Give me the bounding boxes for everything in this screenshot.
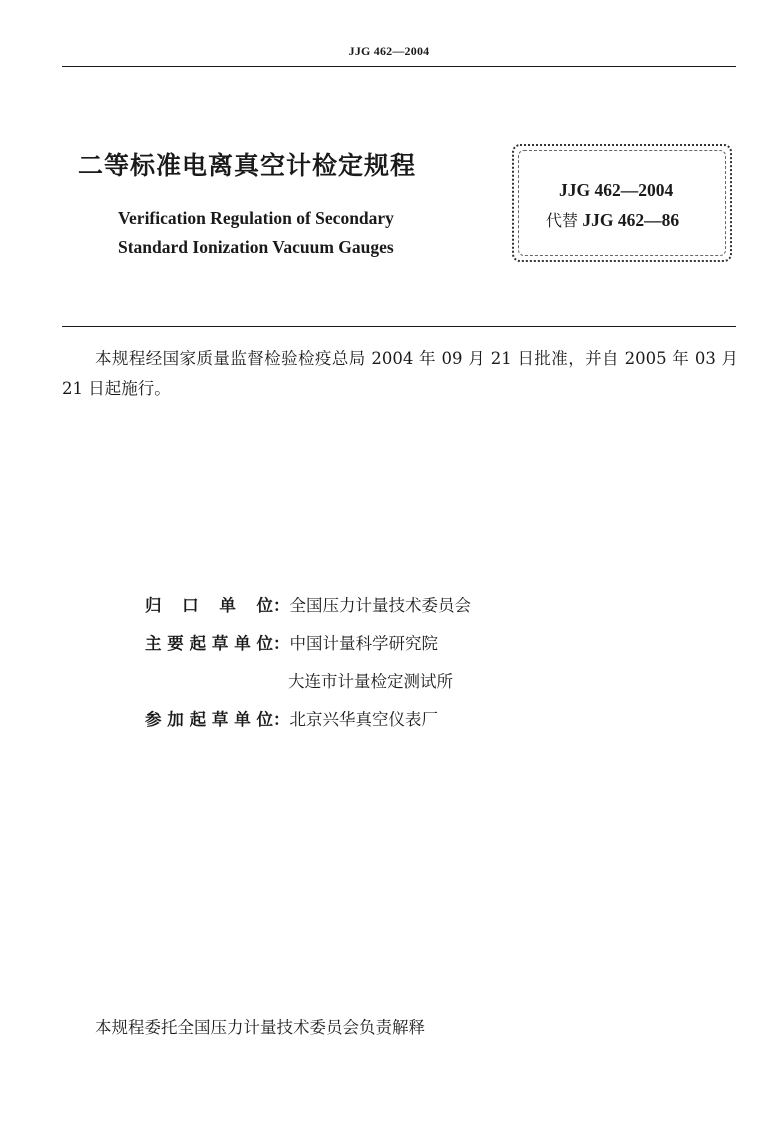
replaces-prefix: 代替: [546, 211, 579, 230]
code-box-replaces: [546, 208, 679, 231]
approval-statement: 本规程经国家质量监督检验检疫总局 2004 年 09 月 21 日批准，并自 2005 年 03 月 21 日起施行。: [62, 349, 738, 398]
title-chinese: 二等标准电离真空计检定规程: [78, 151, 417, 180]
running-header-code: JJG 462—2004: [348, 44, 430, 58]
colon: ：: [273, 596, 290, 615]
unit-row-participating: [145, 706, 438, 730]
unit-row-responsible: [145, 592, 471, 616]
code-box-code: JJG 462—2004: [559, 180, 674, 200]
main-drafting-value-1: 中国计量科学研究院: [289, 634, 438, 653]
responsible-unit-label: 归 口 单 位: [145, 596, 273, 615]
title-english-line-1: Verification Regulation of Secondary: [118, 208, 394, 228]
header-rule: [62, 66, 736, 67]
main-drafting-label: 主要起草单位: [145, 634, 273, 653]
participating-value: 北京兴华真空仪表厂: [289, 710, 438, 729]
standard-code-box: [512, 144, 732, 262]
interpretation-note: 本规程委托全国压力计量技术委员会负责解释: [95, 1018, 425, 1037]
title-english-line-2: Standard Ionization Vacuum Gauges: [118, 237, 394, 257]
main-drafting-value-2: 大连市计量检定测试所: [288, 672, 453, 691]
section-rule: [62, 326, 736, 327]
code-box-inner-border: [518, 150, 726, 256]
participating-label: 参加起草单位: [145, 710, 273, 729]
colon: ：: [273, 710, 290, 729]
responsible-unit-value: 全国压力计量技术委员会: [289, 596, 471, 615]
replaces-code: JJG 462—86: [582, 210, 680, 230]
unit-row-main-drafting: [145, 630, 438, 654]
colon: ：: [273, 634, 290, 653]
